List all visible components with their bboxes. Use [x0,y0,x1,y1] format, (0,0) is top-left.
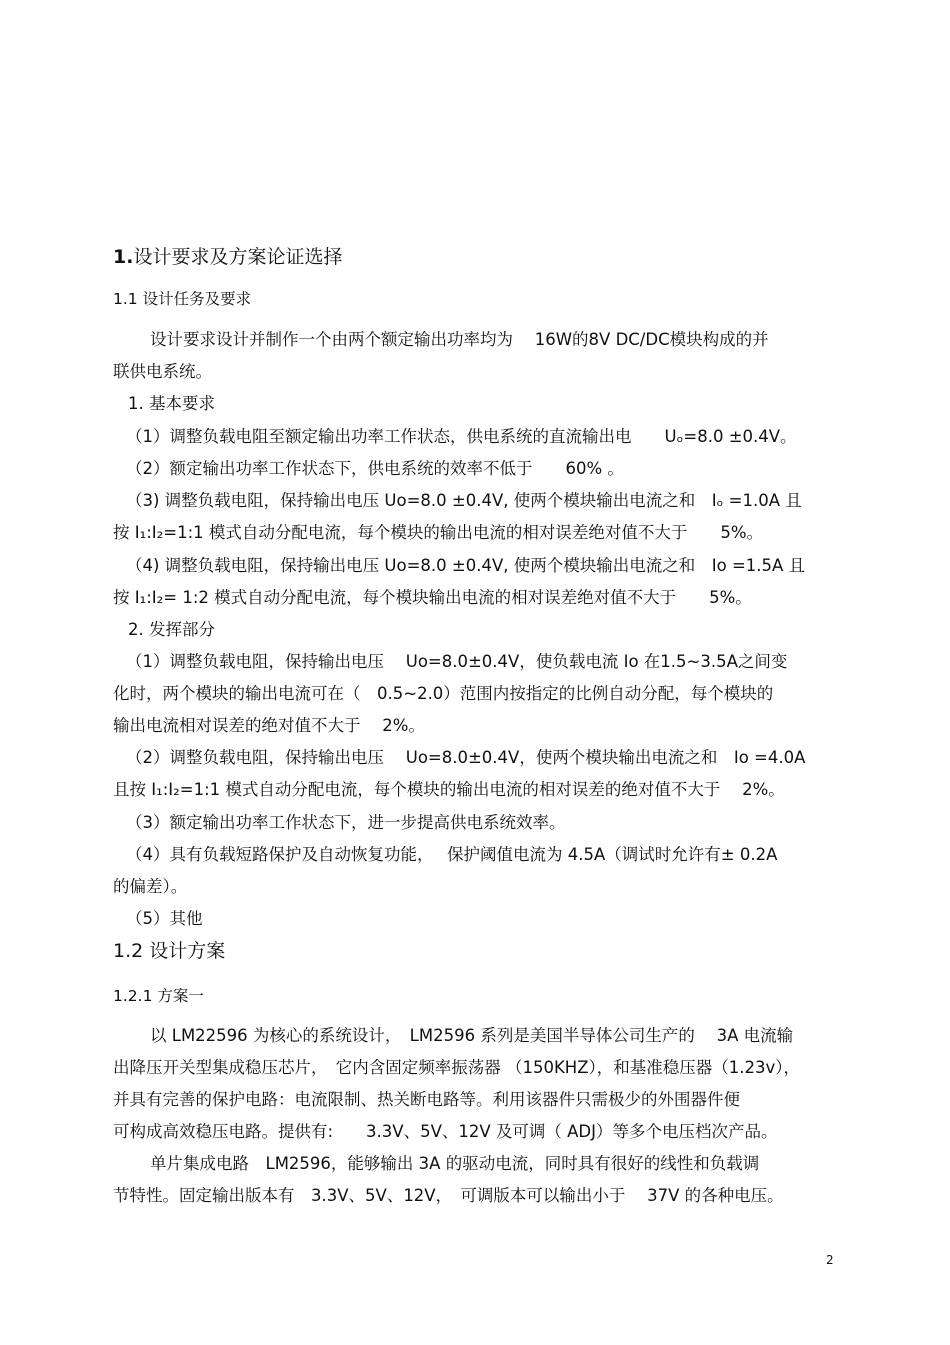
section-1-2-heading: 1.2 设计方案 [113,940,226,962]
paragraph-line: （5）其他 [126,909,203,928]
paragraph-line: 设计要求设计并制作一个由两个额定输出功率均为 16W的8V DC/DC模块构成的并 [150,330,769,349]
paragraph-line: 以 LM22596 为核心的系统设计， LM2596 系列是美国半导体公司生产的 3A 电流输 [150,1026,794,1045]
paragraph-line: 且按 I₁:I₂=1:1 模式自动分配电流，每个模块的输出电流的相对误差的绝对值不大于 2%。 [113,780,785,799]
paragraph-line: （3) 调整负载电阻，保持输出电压 Uo=8.0 ±0.4V, 使两个模块输出电流之和 Iₒ =1.0A 且 [126,491,802,510]
section-1-1-heading: 1.1 设计任务及要求 [113,290,252,308]
paragraph-line: （2）额定输出功率工作状态下，供电系统的效率不低于 60% 。 [126,459,624,478]
paragraph-line: （4）具有负载短路保护及自动恢复功能， 保护阈值电流为 4.5A（调试时允许有± 0.2A [126,845,778,864]
paragraph-line: （3）额定输出功率工作状态下，进一步提高供电系统效率。 [126,813,566,832]
paragraph-line: 化时，两个模块的输出电流可在（ 0.5~2.0）范围内按指定的比例自动分配，每个模块的 [113,684,774,703]
heading-1-text: 设计要求及方案论证选择 [133,246,343,268]
paragraph-line: 联供电系统。 [113,362,212,381]
paragraph-line: 的偏差）。 [113,877,188,896]
paragraph-line: 按 I₁:I₂=1:1 模式自动分配电流，每个模块的输出电流的相对误差绝对值不大于 5%。 [113,523,764,542]
paragraph-line: 输出电流相对误差的绝对值不大于 2%。 [113,716,425,735]
paragraph-line: 出降压开关型集成稳压芯片， 它内含固定频率振荡器 （150KHZ），和基准稳压器（1.23v）， [113,1058,801,1077]
paragraph-line: （4) 调整负载电阻，保持输出电压 Uo=8.0 ±0.4V, 使两个模块输出电流之和 Io =1.5A 且 [126,556,806,575]
paragraph-line: （1）调整负载电阻至额定输出功率工作状态，供电系统的直流输出电 Uₒ=8.0 ±0.4V。 [126,427,797,446]
heading-1 [113,245,342,269]
heading-1-number: 1. [113,246,134,268]
paragraph-line: 单片集成电路 LM2596，能够输出 3A 的驱动电流，同时具有很好的线性和负载调 [150,1154,760,1173]
paragraph-line: 按 I₁:I₂= 1:2 模式自动分配电流，每个模块输出电流的相对误差绝对值不大于 5%。 [113,588,752,607]
list-heading: 2. 发挥部分 [128,620,215,639]
section-1-2-1-heading: 1.2.1 方案一 [113,987,204,1005]
paragraph-line: 可构成高效稳压电路。提供有: 3.3V、5V、12V 及可调（ ADJ）等多个电压档次产品。 [113,1122,778,1141]
list-heading: 1. 基本要求 [128,394,215,413]
paragraph-line: 节特性。固定输出版本有 3.3V、5V、12V， 可调版本可以输出小于 37V 的各种电压。 [113,1186,784,1205]
paragraph-line: （2）调整负载电阻，保持输出电压 Uo=8.0±0.4V，使两个模块输出电流之和 Io =4.0A [126,748,806,767]
paragraph-line: （1）调整负载电阻，保持输出电压 Uo=8.0±0.4V，使负载电流 Io 在1.5~3.5A之间变 [126,652,788,671]
paragraph-line: 并具有完善的保护电路：电流限制、热关断电路等。利用该器件只需极少的外围器件便 [113,1090,740,1109]
page-number: 2 [826,1253,834,1267]
